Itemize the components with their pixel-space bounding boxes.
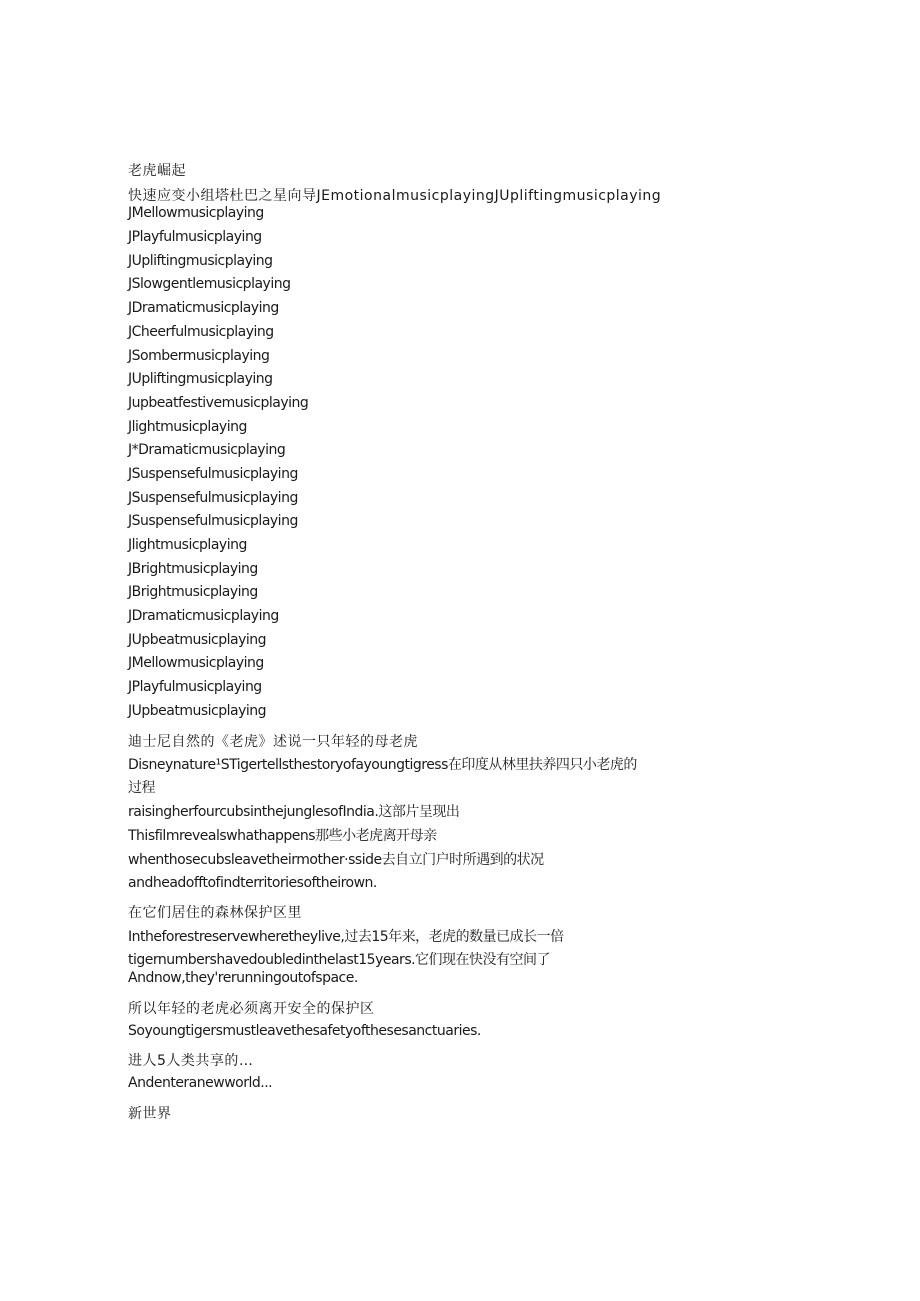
text-line: JUpliftingmusicplaying xyxy=(128,253,273,269)
text-line: raisingherfourcubsinthejunglesofIndia.这部片呈现出 xyxy=(128,804,460,820)
text-line: JSuspensefulmusicplaying xyxy=(128,513,298,529)
text-line: tigernumbershavedoubledinthelast15years.它们现在快没有空间了 xyxy=(128,952,551,968)
text-line: JPlayfulmusicplaying xyxy=(128,679,262,695)
text-line: JDramaticmusicplaying xyxy=(128,608,279,624)
text-line: 在它们居住的森林保护区里 xyxy=(128,905,302,921)
text-line: Jlightmusicplaying xyxy=(128,537,247,553)
text-line: J*Dramaticmusicplaying xyxy=(128,442,286,458)
text-line: JBrightmusicplaying xyxy=(128,584,258,600)
text-line: Intheforestreservewheretheylive,过去15年来，老虎的数量已成长一倍 xyxy=(128,929,564,945)
text-line: JUpbeatmusicplaying xyxy=(128,632,267,648)
text-line: Jupbeatfestivemusicplaying xyxy=(128,395,309,411)
text-line: JUpliftingmusicplaying xyxy=(128,371,273,387)
text-line: JUpbeatmusicplaying xyxy=(128,703,267,719)
text-line: 所以年轻的老虎必须离开安全的保护区 xyxy=(128,1001,375,1017)
text-line: JPlayfulmusicplaying xyxy=(128,229,262,245)
text-line: Andnow,they'rerunningoutofspace. xyxy=(128,970,358,986)
text-line: Soyoungtigersmustleavethesafetyofthesesanctuaries. xyxy=(128,1023,481,1039)
text-line: JSuspensefulmusicplaying xyxy=(128,466,298,482)
text-line: JCheerfulmusicplaying xyxy=(128,324,274,340)
text-line: Thisfilmrevealswhathappens那些小老虎离开母亲 xyxy=(128,828,437,844)
text-line: Andenteranewworld... xyxy=(128,1075,273,1091)
text-line: JSuspensefulmusicplaying xyxy=(128,490,298,506)
document-title: 老虎崛起 xyxy=(128,163,186,179)
text-line: whenthosecubsleavetheirmother·sside去自立门户时所遇到的状况 xyxy=(128,852,544,868)
text-line: JSlowgentlemusicplaying xyxy=(128,276,291,292)
text-line: JSombermusicplaying xyxy=(128,348,270,364)
text-line: JDramaticmusicplaying xyxy=(128,300,279,316)
text-line: Disneynature¹STigertellsthestoryofayoungtigress在印度从林里扶养四只小老虎的过程 xyxy=(128,757,637,796)
text-line: 进人5人类共享的… xyxy=(128,1053,254,1069)
text-line: andheadofftofindterritoriesoftheirown. xyxy=(128,875,377,891)
text-line: JMellowmusicplaying xyxy=(128,655,264,671)
text-line: Jlightmusicplaying xyxy=(128,419,247,435)
text-line: JMellowmusicplaying xyxy=(128,205,264,221)
text-line: 新世界 xyxy=(128,1106,172,1122)
text-line: 快速应变小组塔杜巴之星向导JEmotionalmusicplayingJUpliftingmusicplaying xyxy=(128,188,662,204)
text-line: JBrightmusicplaying xyxy=(128,561,258,577)
text-line: 迪士尼自然的《老虎》述说一只年轻的母老虎 xyxy=(128,734,418,750)
